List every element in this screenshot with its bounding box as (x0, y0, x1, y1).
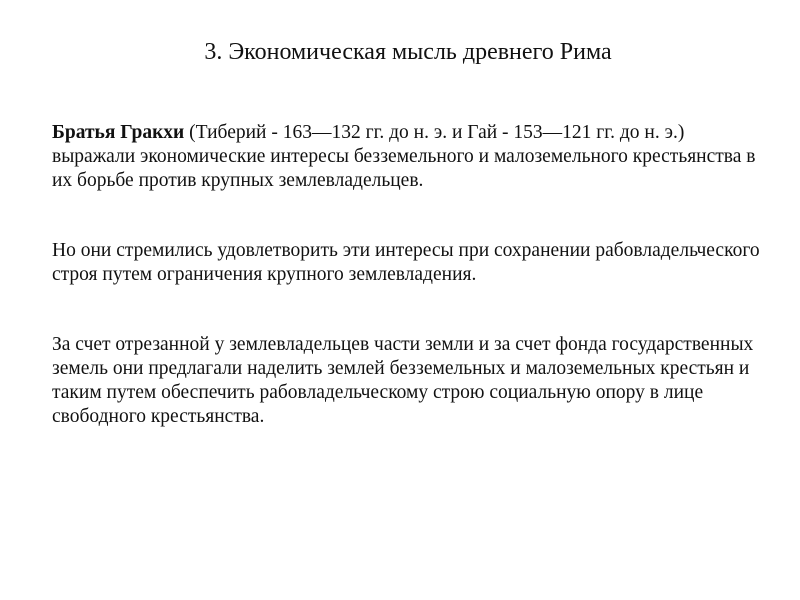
paragraph-text: (Тиберий - 163—132 гг. до н. э. и Гай - 153—121 гг. до н. э.) выражали экономические интересы безземельного и малоземельного крестьянства в их борьбе против крупных землевладельцев. (52, 122, 756, 191)
slide-title: 3. Экономическая мысль древнего Рима (204, 39, 612, 65)
paragraph-text: Но они стремились удовлетворить эти интересы при сохранении рабовладельческого строя путем ограничения крупного землевладения. (52, 240, 760, 285)
paragraph-bold-lead: Братья Гракхи (52, 122, 185, 143)
paragraph-preservation (52, 239, 772, 287)
paragraph-gracchi (52, 121, 772, 193)
paragraph-land-reform (52, 333, 772, 429)
paragraph-text: За счет отрезанной у землевладельцев части земли и за счет фонда государственных земель они предлагали наделить землей безземельных и малоземельных крестьян и таким путем обеспечить рабовладельческому строю социальную опору в лице свободного крестьянства. (52, 334, 754, 427)
slide-body (52, 121, 772, 429)
